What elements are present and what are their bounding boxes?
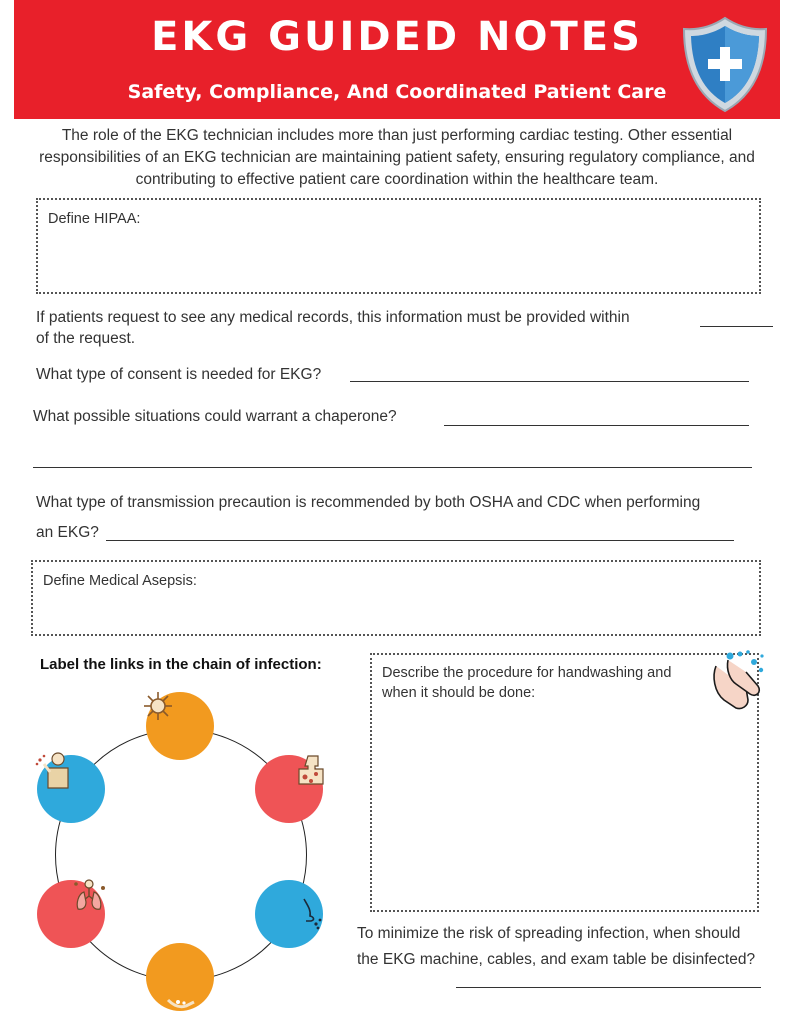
intro-paragraph: The role of the EKG technician includes more than just performing cardiac testing. Other essential responsibilities of an EKG technician are maintaining patient safety, ensuring regulatory compliance, and contributing to effective patient care coordination within the healthcare team. (39, 127, 755, 188)
page-title: EKG GUIDED NOTES (151, 14, 643, 60)
consent-question: What type of consent is needed for EKG? (36, 366, 322, 383)
chaperone-answer-line-2[interactable] (33, 467, 752, 468)
virus-icon (142, 690, 174, 722)
hand-icon (166, 994, 196, 1012)
transmission-question-line2: an EKG? (36, 524, 99, 541)
hipaa-answer-box[interactable] (36, 198, 761, 294)
page-subtitle: Safety, Compliance, And Coordinated Patient Care (127, 81, 667, 103)
hipaa-label: Define HIPAA: (48, 211, 141, 227)
consent-answer-line[interactable] (350, 381, 749, 382)
shield-icon (680, 14, 770, 114)
minimize-question: To minimize the risk of spreading infection, when should the EKG machine, cables, and exam table be disinfected? (357, 925, 756, 968)
lungs-icon (72, 878, 108, 914)
chaperone-answer-line[interactable] (444, 425, 749, 426)
asepsis-answer-box[interactable] (31, 560, 761, 636)
records-question-line1: If patients request to see any medical records, this information must be provided within (36, 309, 630, 326)
chain-title: Label the links in the chain of infection: (40, 656, 322, 673)
asepsis-label: Define Medical Asepsis: (43, 573, 197, 589)
minimize-answer-line[interactable] (456, 987, 761, 988)
coughing-person-icon (34, 750, 74, 790)
chaperone-question: What possible situations could warrant a chaperone? (33, 408, 397, 425)
infected-person-icon (296, 752, 330, 786)
nose-icon (296, 896, 326, 930)
transmission-question-line1: What type of transmission precaution is recommended by both OSHA and CDC when performing (36, 494, 701, 511)
records-answer-line[interactable] (700, 326, 773, 327)
records-question-line2: of the request. (36, 330, 136, 347)
transmission-answer-line[interactable] (106, 540, 734, 541)
handwashing-label: Describe the procedure for handwashing and when it should be done: (382, 665, 672, 701)
handwashing-icon (706, 648, 768, 714)
